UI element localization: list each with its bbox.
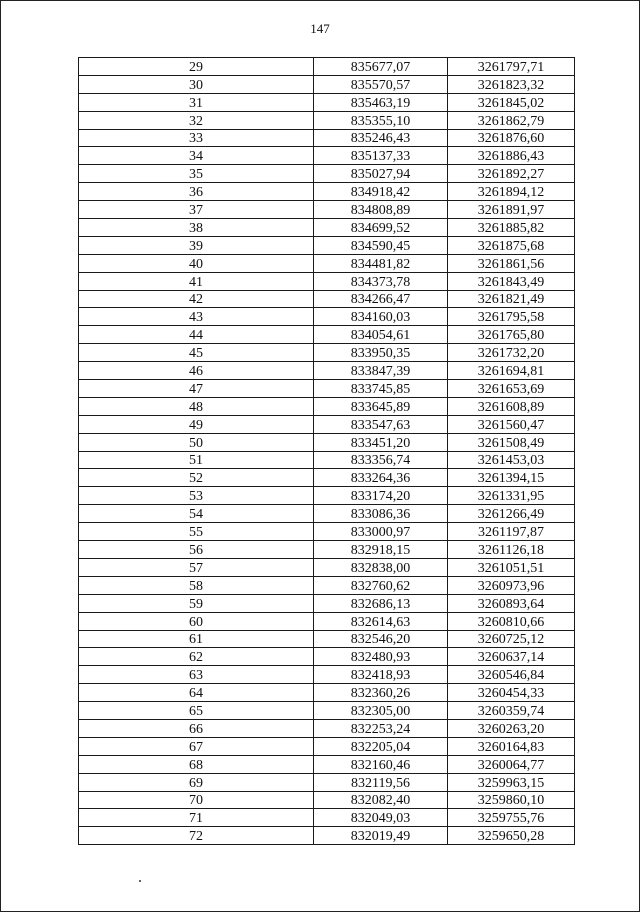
table-row (79, 558, 575, 576)
point-number-cell: 56 (79, 541, 314, 559)
y-coordinate-cell: 3261331,95 (448, 487, 575, 505)
point-number-cell: 37 (79, 201, 314, 219)
table-row (79, 236, 575, 254)
point-number-cell: 68 (79, 755, 314, 773)
point-number-cell: 61 (79, 630, 314, 648)
point-number-cell: 43 (79, 308, 314, 326)
point-number-cell: 70 (79, 791, 314, 809)
table-row (79, 308, 575, 326)
y-coordinate-cell: 3260359,74 (448, 702, 575, 720)
x-coordinate-cell: 832614,63 (314, 612, 448, 630)
x-coordinate-cell: 832918,15 (314, 541, 448, 559)
x-coordinate-cell: 835677,07 (314, 58, 448, 76)
x-coordinate-cell: 834699,52 (314, 219, 448, 237)
point-number-cell: 36 (79, 183, 314, 201)
y-coordinate-cell: 3261821,49 (448, 290, 575, 308)
x-coordinate-cell: 832019,49 (314, 827, 448, 845)
table-row (79, 827, 575, 845)
table-row (79, 165, 575, 183)
point-number-cell: 30 (79, 75, 314, 93)
y-coordinate-cell: 3261732,20 (448, 344, 575, 362)
table-row (79, 219, 575, 237)
x-coordinate-cell: 832760,62 (314, 576, 448, 594)
point-number-cell: 29 (79, 58, 314, 76)
x-coordinate-cell: 833264,36 (314, 469, 448, 487)
x-coordinate-cell: 833451,20 (314, 433, 448, 451)
point-number-cell: 64 (79, 684, 314, 702)
point-number-cell: 59 (79, 594, 314, 612)
table-row (79, 147, 575, 165)
y-coordinate-cell: 3261608,89 (448, 397, 575, 415)
point-number-cell: 38 (79, 219, 314, 237)
point-number-cell: 67 (79, 737, 314, 755)
point-number-cell: 53 (79, 487, 314, 505)
table-row (79, 254, 575, 272)
table-row (79, 505, 575, 523)
table-row (79, 272, 575, 290)
x-coordinate-cell: 835355,10 (314, 111, 448, 129)
table-row (79, 183, 575, 201)
coordinates-table-body (79, 58, 575, 845)
x-coordinate-cell: 834373,78 (314, 272, 448, 290)
y-coordinate-cell: 3261453,03 (448, 451, 575, 469)
point-number-cell: 39 (79, 236, 314, 254)
table-row (79, 75, 575, 93)
table-row (79, 201, 575, 219)
point-number-cell: 48 (79, 397, 314, 415)
x-coordinate-cell: 833086,36 (314, 505, 448, 523)
y-coordinate-cell: 3261197,87 (448, 523, 575, 541)
x-coordinate-cell: 833847,39 (314, 362, 448, 380)
x-coordinate-cell: 834054,61 (314, 326, 448, 344)
x-coordinate-cell: 832838,00 (314, 558, 448, 576)
x-coordinate-cell: 833174,20 (314, 487, 448, 505)
point-number-cell: 71 (79, 809, 314, 827)
y-coordinate-cell: 3261875,68 (448, 236, 575, 254)
table-row (79, 326, 575, 344)
table-row (79, 755, 575, 773)
y-coordinate-cell: 3261861,56 (448, 254, 575, 272)
point-number-cell: 63 (79, 666, 314, 684)
x-coordinate-cell: 833645,89 (314, 397, 448, 415)
y-coordinate-cell: 3260893,64 (448, 594, 575, 612)
table-row (79, 576, 575, 594)
x-coordinate-cell: 832360,26 (314, 684, 448, 702)
point-number-cell: 72 (79, 827, 314, 845)
point-number-cell: 55 (79, 523, 314, 541)
x-coordinate-cell: 833547,63 (314, 415, 448, 433)
x-coordinate-cell: 834481,82 (314, 254, 448, 272)
x-coordinate-cell: 835246,43 (314, 129, 448, 147)
x-coordinate-cell: 834918,42 (314, 183, 448, 201)
table-row (79, 415, 575, 433)
y-coordinate-cell: 3259650,28 (448, 827, 575, 845)
y-coordinate-cell: 3261862,79 (448, 111, 575, 129)
y-coordinate-cell: 3261394,15 (448, 469, 575, 487)
x-coordinate-cell: 833950,35 (314, 344, 448, 362)
y-coordinate-cell: 3260725,12 (448, 630, 575, 648)
point-number-cell: 33 (79, 129, 314, 147)
y-coordinate-cell: 3261891,97 (448, 201, 575, 219)
y-coordinate-cell: 3260454,33 (448, 684, 575, 702)
y-coordinate-cell: 3259755,76 (448, 809, 575, 827)
y-coordinate-cell: 3260810,66 (448, 612, 575, 630)
y-coordinate-cell: 3260546,84 (448, 666, 575, 684)
y-coordinate-cell: 3261051,51 (448, 558, 575, 576)
x-coordinate-cell: 832305,00 (314, 702, 448, 720)
x-coordinate-cell: 832418,93 (314, 666, 448, 684)
point-number-cell: 34 (79, 147, 314, 165)
y-coordinate-cell: 3261653,69 (448, 380, 575, 398)
point-number-cell: 44 (79, 326, 314, 344)
y-coordinate-cell: 3261560,47 (448, 415, 575, 433)
table-row (79, 702, 575, 720)
x-coordinate-cell: 833356,74 (314, 451, 448, 469)
point-number-cell: 42 (79, 290, 314, 308)
x-coordinate-cell: 833000,97 (314, 523, 448, 541)
y-coordinate-cell: 3261266,49 (448, 505, 575, 523)
table-row (79, 541, 575, 559)
point-number-cell: 41 (79, 272, 314, 290)
table-row (79, 129, 575, 147)
table-row (79, 809, 575, 827)
y-coordinate-cell: 3261694,81 (448, 362, 575, 380)
point-number-cell: 69 (79, 773, 314, 791)
table-row (79, 737, 575, 755)
x-coordinate-cell: 832119,56 (314, 773, 448, 791)
table-row (79, 469, 575, 487)
point-number-cell: 45 (79, 344, 314, 362)
table-row (79, 58, 575, 76)
table-row (79, 451, 575, 469)
table-row (79, 397, 575, 415)
point-number-cell: 60 (79, 612, 314, 630)
y-coordinate-cell: 3261126,18 (448, 541, 575, 559)
point-number-cell: 52 (79, 469, 314, 487)
y-coordinate-cell: 3261892,27 (448, 165, 575, 183)
x-coordinate-cell: 832049,03 (314, 809, 448, 827)
table-row (79, 791, 575, 809)
y-coordinate-cell: 3261843,49 (448, 272, 575, 290)
y-coordinate-cell: 3260973,96 (448, 576, 575, 594)
table-row (79, 111, 575, 129)
x-coordinate-cell: 832686,13 (314, 594, 448, 612)
table-row (79, 594, 575, 612)
table-row (79, 648, 575, 666)
y-coordinate-cell: 3261508,49 (448, 433, 575, 451)
table-row (79, 773, 575, 791)
x-coordinate-cell: 834808,89 (314, 201, 448, 219)
point-number-cell: 49 (79, 415, 314, 433)
y-coordinate-cell: 3259860,10 (448, 791, 575, 809)
x-coordinate-cell: 832253,24 (314, 719, 448, 737)
x-coordinate-cell: 834160,03 (314, 308, 448, 326)
x-coordinate-cell: 835137,33 (314, 147, 448, 165)
table-row (79, 362, 575, 380)
table-row (79, 380, 575, 398)
point-number-cell: 32 (79, 111, 314, 129)
page-number: 147 (310, 21, 330, 36)
x-coordinate-cell: 834590,45 (314, 236, 448, 254)
point-number-cell: 66 (79, 719, 314, 737)
y-coordinate-cell: 3261876,60 (448, 129, 575, 147)
x-coordinate-cell: 832205,04 (314, 737, 448, 755)
point-number-cell: 58 (79, 576, 314, 594)
y-coordinate-cell: 3261797,71 (448, 58, 575, 76)
point-number-cell: 57 (79, 558, 314, 576)
x-coordinate-cell: 835570,57 (314, 75, 448, 93)
y-coordinate-cell: 3260064,77 (448, 755, 575, 773)
table-row (79, 612, 575, 630)
table-row (79, 630, 575, 648)
scan-speck (139, 880, 141, 882)
point-number-cell: 35 (79, 165, 314, 183)
y-coordinate-cell: 3260637,14 (448, 648, 575, 666)
y-coordinate-cell: 3259963,15 (448, 773, 575, 791)
table-row (79, 684, 575, 702)
table-row (79, 290, 575, 308)
point-number-cell: 46 (79, 362, 314, 380)
point-number-cell: 54 (79, 505, 314, 523)
y-coordinate-cell: 3261823,32 (448, 75, 575, 93)
y-coordinate-cell: 3260164,83 (448, 737, 575, 755)
y-coordinate-cell: 3261845,02 (448, 93, 575, 111)
point-number-cell: 31 (79, 93, 314, 111)
x-coordinate-cell: 833745,85 (314, 380, 448, 398)
y-coordinate-cell: 3261885,82 (448, 219, 575, 237)
x-coordinate-cell: 832546,20 (314, 630, 448, 648)
y-coordinate-cell: 3260263,20 (448, 719, 575, 737)
table-row (79, 433, 575, 451)
x-coordinate-cell: 832082,40 (314, 791, 448, 809)
table-row (79, 523, 575, 541)
table-row (79, 93, 575, 111)
point-number-cell: 65 (79, 702, 314, 720)
x-coordinate-cell: 832480,93 (314, 648, 448, 666)
point-number-cell: 62 (79, 648, 314, 666)
x-coordinate-cell: 832160,46 (314, 755, 448, 773)
y-coordinate-cell: 3261795,58 (448, 308, 575, 326)
x-coordinate-cell: 835463,19 (314, 93, 448, 111)
point-number-cell: 40 (79, 254, 314, 272)
y-coordinate-cell: 3261894,12 (448, 183, 575, 201)
point-number-cell: 47 (79, 380, 314, 398)
y-coordinate-cell: 3261886,43 (448, 147, 575, 165)
x-coordinate-cell: 835027,94 (314, 165, 448, 183)
x-coordinate-cell: 834266,47 (314, 290, 448, 308)
table-row (79, 344, 575, 362)
point-number-cell: 50 (79, 433, 314, 451)
table-row (79, 719, 575, 737)
coordinates-table (78, 57, 575, 845)
point-number-cell: 51 (79, 451, 314, 469)
y-coordinate-cell: 3261765,80 (448, 326, 575, 344)
table-row (79, 487, 575, 505)
table-row (79, 666, 575, 684)
